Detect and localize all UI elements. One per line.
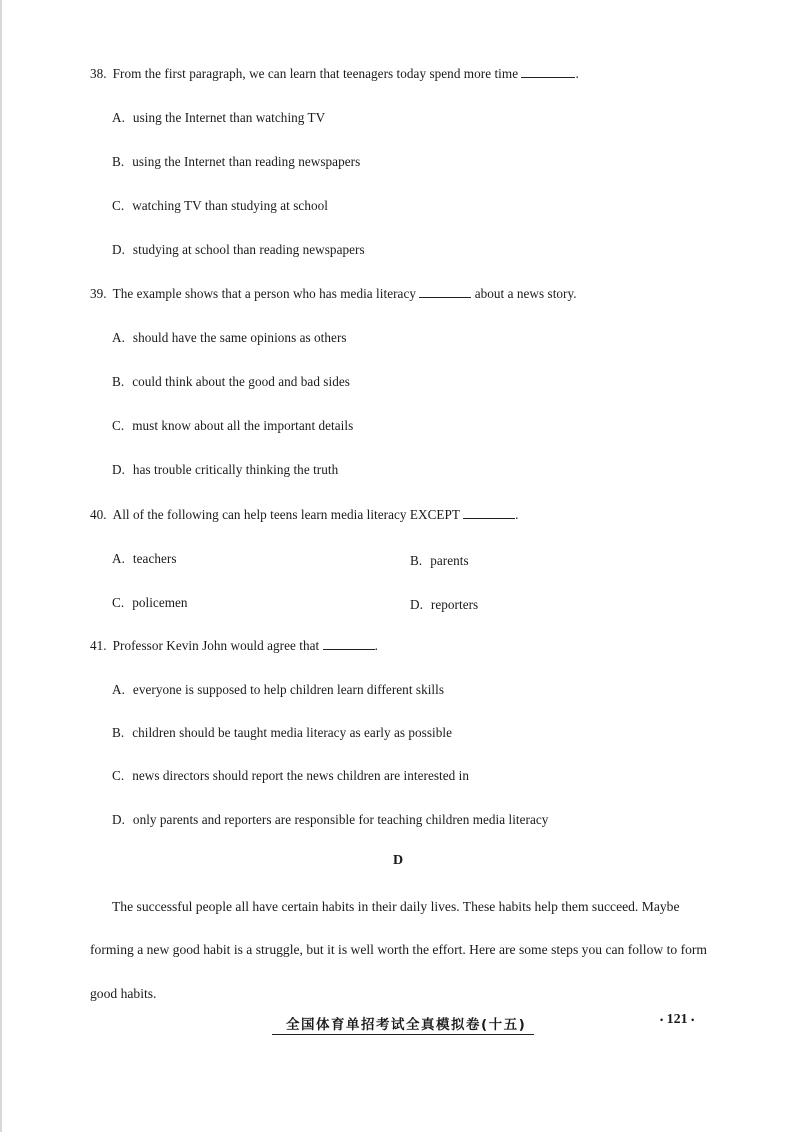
option-text: using the Internet than watching TV xyxy=(132,110,326,125)
question-stem-end: . xyxy=(575,66,579,81)
option-letter: C. xyxy=(112,418,125,433)
option-letter: A. xyxy=(112,110,125,125)
option-41-c[interactable] xyxy=(112,768,469,784)
question-38-stem xyxy=(90,66,579,82)
option-text: parents xyxy=(430,553,469,568)
option-text: studying at school than reading newspapers xyxy=(132,242,365,257)
question-40-stem xyxy=(90,507,519,523)
option-text: teachers xyxy=(132,551,177,566)
option-letter: C. xyxy=(112,595,125,610)
option-40-c[interactable] xyxy=(112,595,188,611)
option-letter: B. xyxy=(410,553,423,568)
option-letter: A. xyxy=(112,551,125,566)
question-stem-text: Professor Kevin John would agree that xyxy=(112,638,320,653)
answer-blank[interactable] xyxy=(419,286,471,298)
option-text: children should be taught media literacy as early as possible xyxy=(132,725,453,740)
option-letter: D. xyxy=(112,462,125,477)
option-text: only parents and reporters are responsible for teaching children media literacy xyxy=(132,812,549,827)
section-heading: D xyxy=(393,853,404,868)
option-38-a[interactable] xyxy=(112,110,325,126)
option-letter: A. xyxy=(112,330,125,345)
option-40-b[interactable] xyxy=(410,553,469,569)
option-39-a[interactable] xyxy=(112,330,347,346)
option-41-a[interactable] xyxy=(112,682,444,698)
question-stem-end: . xyxy=(515,507,519,522)
option-text: must know about all the important details xyxy=(132,418,354,433)
question-stem-end: . xyxy=(374,638,378,653)
option-letter: C. xyxy=(112,768,125,783)
option-text: everyone is supposed to help children learn different skills xyxy=(132,682,445,697)
dot-icon: • xyxy=(691,1014,695,1025)
option-39-b[interactable] xyxy=(112,374,350,390)
question-stem-end: about a news story. xyxy=(474,286,577,301)
page-number-value: 121 xyxy=(666,1012,688,1027)
option-letter: B. xyxy=(112,374,125,389)
option-letter: D. xyxy=(410,597,423,612)
question-number: 41. xyxy=(90,638,107,653)
option-text: policemen xyxy=(132,595,188,610)
option-text: has trouble critically thinking the truth xyxy=(132,462,339,477)
option-letter: B. xyxy=(112,725,125,740)
option-38-d[interactable] xyxy=(112,242,365,258)
option-40-d[interactable] xyxy=(410,597,478,613)
question-number: 40. xyxy=(90,507,107,522)
option-text: news directors should report the news children are interested in xyxy=(132,768,470,783)
option-text: using the Internet than reading newspapers xyxy=(132,154,361,169)
answer-blank[interactable] xyxy=(463,507,515,519)
passage-line-3: good habits. xyxy=(90,986,157,1001)
passage-line-2: forming a new good habit is a struggle, but it is well worth the effort. Here are some steps you can follow to form xyxy=(90,942,707,957)
option-text: should have the same opinions as others xyxy=(132,330,347,345)
option-38-b[interactable] xyxy=(112,154,360,170)
page-number xyxy=(660,1012,694,1028)
option-text: watching TV than studying at school xyxy=(132,198,328,213)
option-text: could think about the good and bad sides xyxy=(132,374,350,389)
question-39-stem xyxy=(90,286,577,302)
option-text: reporters xyxy=(430,597,479,612)
answer-blank[interactable] xyxy=(323,638,375,650)
question-41-stem xyxy=(90,638,378,654)
option-39-d[interactable] xyxy=(112,462,338,478)
answer-blank[interactable] xyxy=(521,66,575,78)
page-edge xyxy=(0,0,2,1132)
question-number: 38. xyxy=(90,66,107,81)
question-stem-text: From the first paragraph, we can learn that teenagers today spend more time xyxy=(112,66,519,81)
option-letter: C. xyxy=(112,198,125,213)
option-39-c[interactable] xyxy=(112,418,353,434)
option-41-b[interactable] xyxy=(112,725,452,741)
footer-title: 全国体育单招考试全真模拟卷(十五) xyxy=(272,1013,534,1035)
option-letter: D. xyxy=(112,242,125,257)
option-38-c[interactable] xyxy=(112,198,328,214)
option-41-d[interactable] xyxy=(112,812,548,828)
passage-line-1: The successful people all have certain habits in their daily lives. These habits help them succeed. Maybe xyxy=(112,899,680,914)
option-letter: D. xyxy=(112,812,125,827)
option-letter: A. xyxy=(112,682,125,697)
option-40-a[interactable] xyxy=(112,551,177,567)
option-letter: B. xyxy=(112,154,125,169)
dot-icon: • xyxy=(660,1014,664,1025)
question-stem-text: All of the following can help teens learn media literacy EXCEPT xyxy=(112,507,460,522)
question-stem-text: The example shows that a person who has media literacy xyxy=(112,286,416,301)
question-number: 39. xyxy=(90,286,107,301)
